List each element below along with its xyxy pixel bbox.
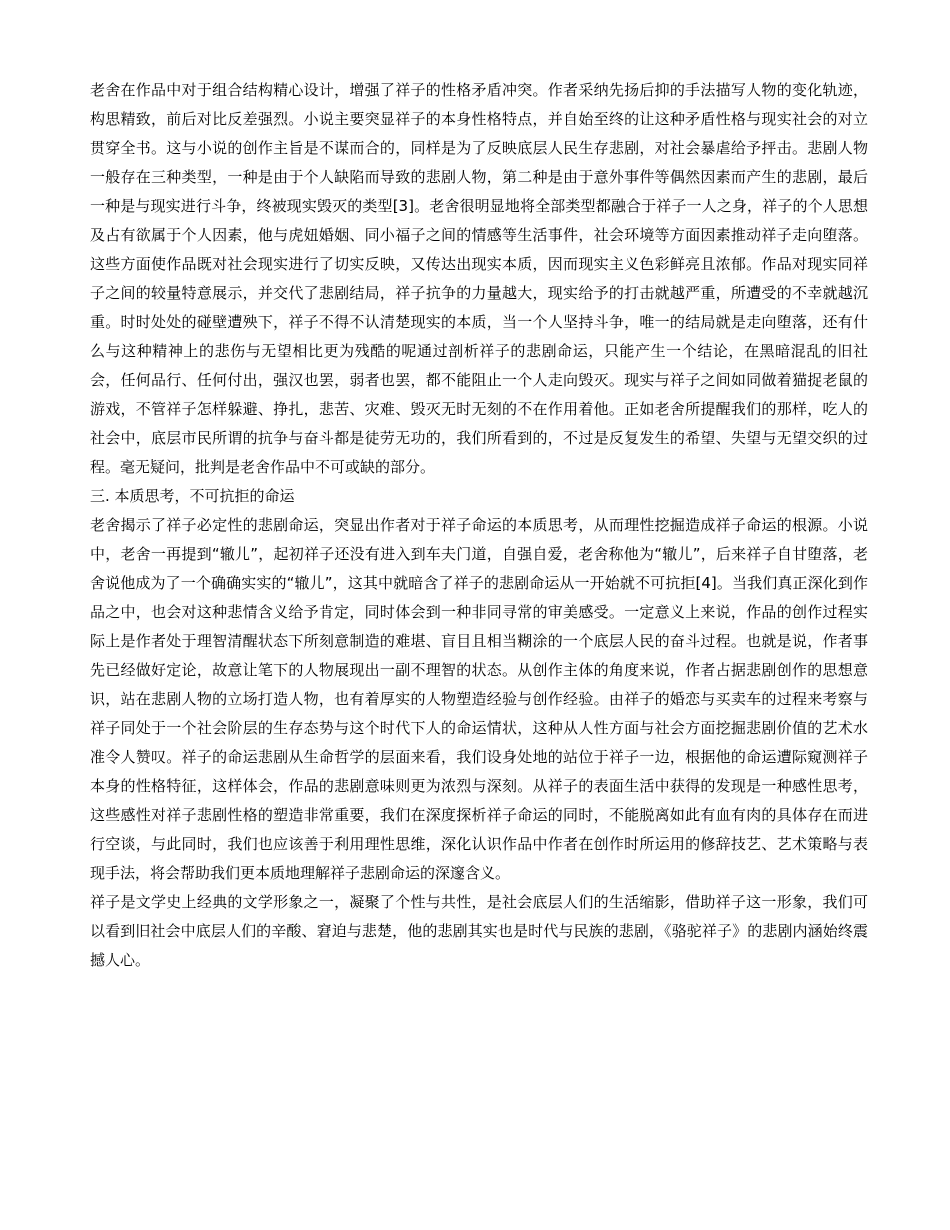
paragraph-tragedy-types: 老舍在作品中对于组合结构精心设计，增强了祥子的性格矛盾冲突。作者采纳先扬后抑的手法描写人物的变化轨迹，构思精致，前后对比反差强烈。小说主要突显祥子的本身性格特点，并自始至终的让这种矛盾性格与现实社会的对立贯穿全书。这与小说的创作主旨是不谋而合的，同样是为了反映底层人民生存悲剧，对社会暴虐给予抨击。悲剧人物一般存在三种类型，一种是由于个人缺陷而导致的悲剧人物，第二种是由于意外事件等偶然因素而产生的悲剧，最后一种是与现实进行斗争，终被现实毁灭的类型[3]。老舍很明显地将全部类型都融合于祥子一人之身，祥子的个人思想及占有欲属于个人因素，他与虎妞婚姻、同小福子之间的情感等生活事件，社会环境等方面因素推动祥子走向堕落。这些方面使作品既对社会现实进行了切实反映，又传达出现实本质，因而现实主义色彩鲜亮且浓郁。作品对现实同祥子之间的较量特意展示，并交代了悲剧结局，祥子抗争的力量越大，现实给予的打击就越严重，所遭受的不幸就越沉重。时时处处的碰壁遭殃下，祥子不得不认清楚现实的本质，当一个人坚持斗争，唯一的结局就是走向堕落，还有什么与这种精神上的悲伤与无望相比更为残酷的呢通过剖析祥子的悲剧命运，只能产生一个结论，在黑暗混乱的旧社会，任何品行、任何付出，强汉也罢，弱者也罢，都不能阻止一个人走向毁灭。现实与祥子之间如同做着猫捉老鼠的游戏，不管祥子怎样躲避、挣扎，悲苦、灾难、毁灭无时无刻的不在作用着他。正如老舍所提醒我们的那样，吃人的社会中，底层市民所谓的抗争与奋斗都是徒劳无功的，我们所看到的，不过是反复发生的希望、失望与无望交织的过程。毫无疑问，批判是老舍作品中不可或缺的部分。 xyxy=(90,81,868,476)
document-body xyxy=(90,76,868,975)
paragraph-fate-analysis: 老舍揭示了祥子必定性的悲剧命运，突显出作者对于祥子命运的本质思考，从而理性挖掘造成祥子命运的根源。小说中，老舍一再提到“辙儿”，起初祥子还没有进入到车夫门道，自强自爱，老舍称他为“辙儿”，后来祥子自甘堕落，老舍说他成为了一个确确实实的“辙儿”，这其中就暗含了祥子的悲剧命运从一开始就不可抗拒[4]。当我们真正深化到作品之中，也会对这种悲情含义给予肯定，同时体会到一种非同寻常的审美感受。一定意义上来说，作品的创作过程实际上是作者处于理智清醒状态下所刻意制造的难堪、盲目且相当糊涂的一个底层人民的奋斗过程。也就是说，作者事先已经做好定论，故意让笔下的人物展现出一副不理智的状态。从创作主体的角度来说，作者占据悲剧创作的思想意识，站在悲剧人物的立场打造人物，也有着厚实的人物塑造经验与创作经验。由祥子的婚恋与买卖车的过程来考察与祥子同处于一个社会阶层的生存态势与这个时代下人的命运情状，这种从人性方面与社会方面挖掘悲剧价值的艺术水准令人赞叹。祥子的命运悲剧从生命哲学的层面来看，我们设身处地的站位于祥子一边，根据他的命运遭际窥测祥子本身的性格特征，这样体会，作品的悲剧意味则更为浓烈与深刻。从祥子的表面生活中获得的发现是一种感性思考，这些感性对祥子悲剧性格的塑造非常重要，我们在深度探析祥子命运的同时，不能脱离如此有血有肉的具体存在而进行空谈，与此同时，我们也应该善于利用理性思维，深化认识作品中作者在创作时所运用的修辞技艺、艺术策略与表现手法，将会帮助我们更本质地理解祥子悲剧命运的深邃含义。 xyxy=(90,516,868,882)
section-heading-three: 三. 本质思考，不可抗拒的命运 xyxy=(90,487,295,505)
paragraph-conclusion: 祥子是文学史上经典的文学形象之一，凝聚了个性与共性，是社会底层人们的生活缩影，借助祥子这一形象，我们可以看到旧社会中底层人们的辛酸、窘迫与悲楚，他的悲剧其实也是时代与民族的悲剧，《骆驼祥子》的悲剧内涵始终震撼人心。 xyxy=(90,893,868,969)
